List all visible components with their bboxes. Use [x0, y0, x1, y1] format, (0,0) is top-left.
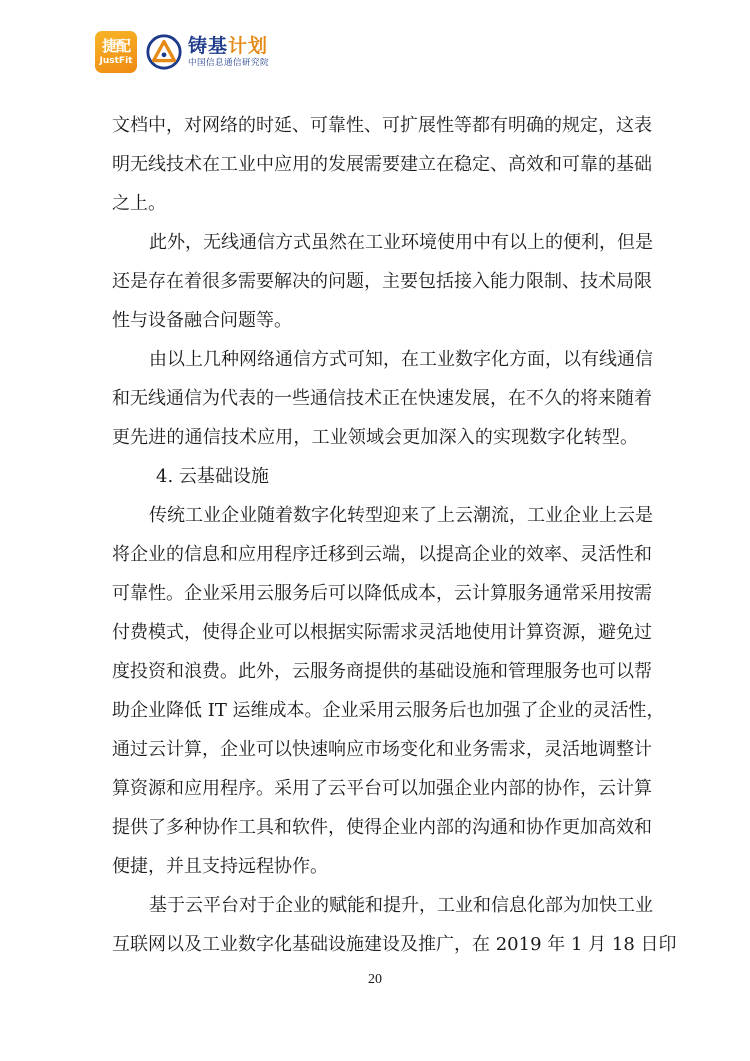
justfit-logo-en: JustFit [99, 55, 133, 66]
text-line: 提供了多种协作工具和软件，使得企业内部的沟通和协作更加高效和 [112, 817, 652, 838]
text-line: 明无线技术在工业中应用的发展需要建立在稳定、高效和可靠的基础 [112, 154, 652, 175]
text-line: 还是存在着很多需要解决的问题，主要包括接入能力限制、技术局限 [112, 271, 652, 292]
text-line: 性与设备融合问题等。 [112, 310, 292, 331]
caict-logo-subtitle: 中国信息通信研究院 [188, 58, 270, 68]
text-line: 可靠性。企业采用云服务后可以降低成本，云计算服务通常采用按需 [112, 583, 652, 604]
text-line: 度投资和浪费。此外，云服务商提供的基础设施和管理服务也可以帮 [112, 661, 652, 682]
text-line: 将企业的信息和应用程序迁移到云端，以提高企业的效率、灵活性和 [112, 544, 652, 565]
page-header [95, 28, 269, 76]
text-line: 和无线通信为代表的一些通信技术正在快速发展，在不久的将来随着 [112, 388, 652, 409]
section-heading: 4. 云基础设施 [156, 466, 269, 487]
text-line: 助企业降低 IT 运维成本。企业采用云服务后也加强了企业的灵活性， [112, 700, 665, 721]
caict-name-part-1: 铸基 [188, 35, 229, 57]
text-line: 文档中，对网络的时延、可靠性、可扩展性等都有明确的规定，这表 [112, 115, 652, 136]
text-line: 由以上几种网络通信方式可知，在工业数字化方面，以有线通信 [149, 349, 653, 370]
text-line: 算资源和应用程序。采用了云平台可以加强企业内部的协作，云计算 [112, 778, 652, 799]
caict-triangle-icon [145, 33, 183, 71]
text-line: 更先进的通信技术应用，工业领域会更加深入的实现数字化转型。 [112, 427, 638, 448]
caict-logo-name [188, 35, 269, 57]
text-line: 付费模式，使得企业可以根据实际需求灵活地使用计算资源，避免过 [112, 622, 652, 643]
justfit-logo-cn: 捷配 [101, 36, 130, 55]
text-line: 基于云平台对于企业的赋能和提升，工业和信息化部为加快工业 [149, 895, 653, 916]
justfit-logo [95, 31, 137, 73]
caict-name-part-2: 计划 [228, 35, 269, 57]
text-line: 便捷，并且支持远程协作。 [112, 856, 328, 877]
text-line: 之上。 [112, 193, 166, 214]
text-line: 通过云计算，企业可以快速响应市场变化和业务需求，灵活地调整计 [112, 739, 652, 760]
page-number: 20 [368, 972, 382, 987]
text-line: 互联网以及工业数字化基础设施建设及推广，在 2019 年 1 月 18 日印 [112, 934, 677, 955]
text-line: 传统工业企业随着数字化转型迎来了上云潮流，工业企业上云是 [149, 505, 653, 526]
caict-logo [145, 33, 269, 71]
text-line: 此外，无线通信方式虽然在工业环境使用中有以上的便利，但是 [149, 232, 653, 253]
caict-logo-text [188, 35, 269, 69]
